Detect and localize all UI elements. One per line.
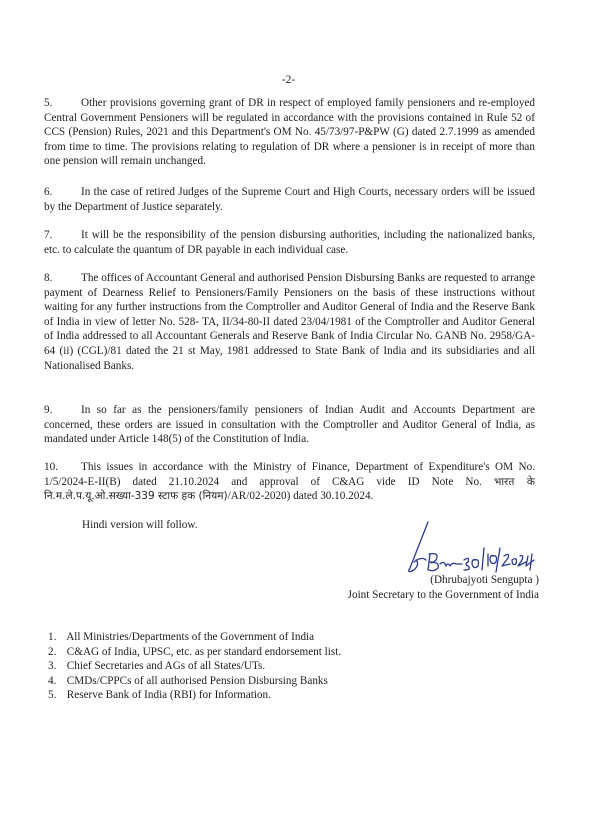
handwritten-signature — [400, 520, 550, 580]
paragraph-text-end: /AR/02-2020) dated 30.10.2024. — [227, 490, 374, 503]
signature-initials — [428, 554, 462, 571]
paragraph-7 — [44, 228, 535, 257]
paragraph-9 — [44, 403, 535, 447]
paragraph-number: 5. — [44, 97, 53, 109]
paragraph-text: This issues in accordance with the Ministry of Finance, Department of Expenditure's OM No. 1/5/2024-E-II(B) dated 21.10.2024 and approval of C&AG vide ID Note No. — [44, 461, 535, 488]
distribution-list-item — [48, 630, 341, 645]
paragraph-number: 6. — [44, 186, 53, 198]
paragraph-text: Other provisions governing grant of DR in respect of employed family pensioners and re-employed Central Government Pensioners will be regulated in accordance with the provisions contained in Rule 52 of CCS (Pension) Rules, 2021 and this Department's OM No. 45/73/97-P&PW (G) dated 2.7.1999 as amended from time to time. The provisions relating to regulation of DR where a pensioner is in receipt of more than one pension will remain unchanged. — [44, 97, 535, 168]
distribution-list-item — [48, 674, 341, 689]
hindi-reference-text: भारत के नि.म.ले.प.यू.ओ.सख्या-339 स्टाफ हक (नियम) — [44, 475, 535, 503]
list-number: 4. — [48, 674, 57, 687]
list-number: 2. — [48, 645, 57, 658]
paragraph-number: 9. — [44, 404, 53, 416]
paragraph-8 — [44, 271, 535, 373]
paragraph-text: The offices of Accountant General and authorised Pension Disbursing Banks are requested to arrange payment of Dearness Relief to Pensioners/Family Pensioners on the basis of these instructions without waiting for any further instructions from the Comptroller and Auditor General of India and the Reserve Bank of India in view of letter No. 528- TA, II/34-80-II dated 23/04/1981 of the Comptroller and Auditor General of India addressed to all Accountant Generals and Reserve Bank of India Circular No. GANB No. 2958/GA-64 (ii) (CGL)/81 dated the 21 st May, 1981 addressed to State Bank of India and its subsidiaries and all Nationalised Banks. — [44, 272, 535, 372]
page-number: -2- — [281, 74, 296, 86]
list-number: 5. — [48, 689, 57, 702]
paragraph-5 — [44, 96, 535, 169]
paragraph-6 — [44, 185, 535, 214]
paragraph-10 — [44, 460, 535, 504]
paragraph-number: 7. — [44, 229, 53, 241]
distribution-list-item — [48, 645, 341, 660]
signatory-title: Joint Secretary to the Government of India — [347, 589, 539, 601]
distribution-list — [48, 630, 341, 703]
list-text: Chief Secretaries and AGs of all States/UTs. — [66, 660, 266, 673]
list-text: C&AG of India, UPSC, etc. as per standard endorsement list. — [66, 645, 342, 658]
distribution-list-item — [48, 688, 341, 703]
signature-date — [464, 548, 534, 572]
paragraph-number: 10. — [44, 461, 58, 473]
signatory-name: (Dhrubajyoti Sengupta ) — [430, 574, 539, 586]
paragraph-text: It will be the responsibility of the pension disbursing authorities, including the nationalized banks, etc. to calculate the quantum of DR payable in each individual case. — [44, 229, 535, 256]
hindi-version-note: Hindi version will follow. — [82, 519, 198, 531]
paragraph-text: In the case of retired Judges of the Supreme Court and High Courts, necessary orders will be issued by the Department of Justice separately. — [44, 186, 535, 213]
list-text: All Ministries/Departments of the Government of India — [66, 631, 315, 643]
paragraph-text: In so far as the pensioners/family pensioners of Indian Audit and Accounts Department are concerned, these orders are issued in consultation with the Comptroller and Auditor General of India, as mandated under Article 148(5) of the Constitution of India. — [44, 404, 535, 446]
list-text: Reserve Bank of India (RBI) for Information. — [66, 689, 271, 702]
list-number: 3. — [48, 660, 57, 673]
paragraph-number: 8. — [44, 272, 53, 284]
list-number: 1. — [48, 631, 57, 643]
signature-flourish — [409, 522, 428, 572]
list-text: CMDs/CPPCs of all authorised Pension Disbursing Banks — [66, 674, 328, 687]
distribution-list-item — [48, 659, 341, 674]
